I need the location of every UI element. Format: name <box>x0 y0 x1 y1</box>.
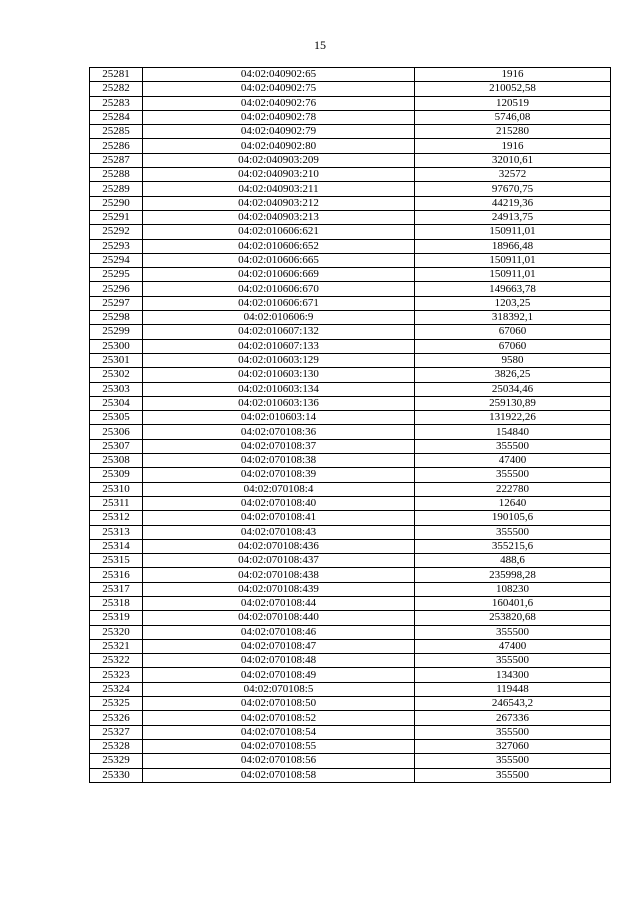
row-number-cell: 25316 <box>90 568 143 582</box>
cadastral-value-cell: 215280 <box>415 125 611 139</box>
table-row <box>90 511 611 525</box>
cadastral-number-cell: 04:02:070108:46 <box>143 625 415 639</box>
cadastral-value-cell: 190105,6 <box>415 511 611 525</box>
cadastral-value-cell: 97670,75 <box>415 182 611 196</box>
cadastral-number-cell: 04:02:010606:9 <box>143 311 415 325</box>
row-number-cell: 25289 <box>90 182 143 196</box>
cadastral-number-cell: 04:02:040903:213 <box>143 210 415 224</box>
row-number-cell: 25298 <box>90 311 143 325</box>
cadastral-value-cell: 134300 <box>415 668 611 682</box>
row-number-cell: 25323 <box>90 668 143 682</box>
cadastral-value-cell: 24913,75 <box>415 210 611 224</box>
cadastral-value-cell: 150911,01 <box>415 253 611 267</box>
cadastral-number-cell: 04:02:070108:47 <box>143 639 415 653</box>
table-row <box>90 196 611 210</box>
row-number-cell: 25285 <box>90 125 143 139</box>
cadastral-value-cell: 1203,25 <box>415 296 611 310</box>
cadastral-value-cell: 1916 <box>415 139 611 153</box>
cadastral-number-cell: 04:02:010607:132 <box>143 325 415 339</box>
row-number-cell: 25328 <box>90 739 143 753</box>
row-number-cell: 25325 <box>90 697 143 711</box>
table-row <box>90 210 611 224</box>
cadastral-value-cell: 150911,01 <box>415 225 611 239</box>
cadastral-value-cell: 47400 <box>415 639 611 653</box>
table-row <box>90 396 611 410</box>
cadastral-number-cell: 04:02:070108:52 <box>143 711 415 725</box>
table-row <box>90 68 611 82</box>
row-number-cell: 25302 <box>90 368 143 382</box>
cadastral-value-cell: 67060 <box>415 339 611 353</box>
row-number-cell: 25297 <box>90 296 143 310</box>
cadastral-number-cell: 04:02:010603:130 <box>143 368 415 382</box>
cadastral-value-cell: 120519 <box>415 96 611 110</box>
cadastral-value-cell: 32010,61 <box>415 153 611 167</box>
cadastral-number-cell: 04:02:070108:49 <box>143 668 415 682</box>
cadastral-number-cell: 04:02:010603:134 <box>143 382 415 396</box>
cadastral-number-cell: 04:02:010606:652 <box>143 239 415 253</box>
cadastral-number-cell: 04:02:070108:439 <box>143 582 415 596</box>
table-row <box>90 268 611 282</box>
row-number-cell: 25317 <box>90 582 143 596</box>
table-row <box>90 539 611 553</box>
cadastral-number-cell: 04:02:070108:48 <box>143 654 415 668</box>
cadastral-value-cell: 25034,46 <box>415 382 611 396</box>
cadastral-value-cell: 355500 <box>415 625 611 639</box>
row-number-cell: 25307 <box>90 439 143 453</box>
cadastral-number-cell: 04:02:070108:440 <box>143 611 415 625</box>
cadastral-number-cell: 04:02:010606:665 <box>143 253 415 267</box>
cadastral-number-cell: 04:02:070108:54 <box>143 725 415 739</box>
row-number-cell: 25318 <box>90 596 143 610</box>
row-number-cell: 25286 <box>90 139 143 153</box>
table-row <box>90 439 611 453</box>
cadastral-number-cell: 04:02:010606:671 <box>143 296 415 310</box>
row-number-cell: 25321 <box>90 639 143 653</box>
row-number-cell: 25296 <box>90 282 143 296</box>
table-row <box>90 96 611 110</box>
cadastral-value-cell: 9580 <box>415 353 611 367</box>
cadastral-value-cell: 1916 <box>415 68 611 82</box>
cadastral-number-cell: 04:02:010603:14 <box>143 411 415 425</box>
row-number-cell: 25326 <box>90 711 143 725</box>
row-number-cell: 25284 <box>90 110 143 124</box>
cadastral-number-cell: 04:02:070108:36 <box>143 425 415 439</box>
table-row <box>90 482 611 496</box>
row-number-cell: 25287 <box>90 153 143 167</box>
cadastral-number-cell: 04:02:040902:80 <box>143 139 415 153</box>
page-number: 15 <box>314 38 326 52</box>
table-row <box>90 82 611 96</box>
table-row <box>90 125 611 139</box>
table-row <box>90 768 611 782</box>
table-row <box>90 368 611 382</box>
cadastral-value-cell: 355500 <box>415 654 611 668</box>
table-row <box>90 582 611 596</box>
row-number-cell: 25306 <box>90 425 143 439</box>
row-number-cell: 25292 <box>90 225 143 239</box>
cadastral-value-cell: 235998,28 <box>415 568 611 582</box>
cadastral-number-cell: 04:02:070108:438 <box>143 568 415 582</box>
row-number-cell: 25309 <box>90 468 143 482</box>
cadastral-number-cell: 04:02:040902:75 <box>143 82 415 96</box>
cadastral-value-cell: 355500 <box>415 768 611 782</box>
row-number-cell: 25310 <box>90 482 143 496</box>
cadastral-number-cell: 04:02:010603:129 <box>143 353 415 367</box>
cadastral-number-cell: 04:02:040903:209 <box>143 153 415 167</box>
cadastral-value-cell: 355500 <box>415 754 611 768</box>
table-row <box>90 339 611 353</box>
table-row <box>90 325 611 339</box>
cadastral-value-cell: 47400 <box>415 454 611 468</box>
cadastral-value-cell: 67060 <box>415 325 611 339</box>
cadastral-value-cell: 246543,2 <box>415 697 611 711</box>
table-row <box>90 225 611 239</box>
row-number-cell: 25303 <box>90 382 143 396</box>
table-row <box>90 168 611 182</box>
row-number-cell: 25283 <box>90 96 143 110</box>
table-row <box>90 496 611 510</box>
cadastral-value-cell: 131922,26 <box>415 411 611 425</box>
row-number-cell: 25329 <box>90 754 143 768</box>
row-number-cell: 25291 <box>90 210 143 224</box>
row-number-cell: 25312 <box>90 511 143 525</box>
cadastral-number-cell: 04:02:070108:43 <box>143 525 415 539</box>
table-row <box>90 153 611 167</box>
cadastral-value-cell: 327060 <box>415 739 611 753</box>
table-row <box>90 525 611 539</box>
row-number-cell: 25294 <box>90 253 143 267</box>
cadastral-value-cell: 253820,68 <box>415 611 611 625</box>
cadastral-value-cell: 12640 <box>415 496 611 510</box>
table-row <box>90 110 611 124</box>
table-row <box>90 425 611 439</box>
cadastral-value-cell: 355500 <box>415 439 611 453</box>
cadastral-number-cell: 04:02:070108:41 <box>143 511 415 525</box>
table-row <box>90 611 611 625</box>
table-row <box>90 253 611 267</box>
cadastral-number-cell: 04:02:070108:436 <box>143 539 415 553</box>
cadastral-value-cell: 355500 <box>415 468 611 482</box>
row-number-cell: 25299 <box>90 325 143 339</box>
cadastral-value-cell: 222780 <box>415 482 611 496</box>
row-number-cell: 25300 <box>90 339 143 353</box>
cadastral-number-cell: 04:02:010606:621 <box>143 225 415 239</box>
table-row <box>90 596 611 610</box>
cadastral-number-cell: 04:02:070108:4 <box>143 482 415 496</box>
cadastral-number-cell: 04:02:010607:133 <box>143 339 415 353</box>
table-row <box>90 454 611 468</box>
cadastral-value-cell: 154840 <box>415 425 611 439</box>
cadastral-number-cell: 04:02:070108:40 <box>143 496 415 510</box>
table-row <box>90 382 611 396</box>
cadastral-number-cell: 04:02:040903:210 <box>143 168 415 182</box>
cadastral-number-cell: 04:02:040902:65 <box>143 68 415 82</box>
table-row <box>90 654 611 668</box>
row-number-cell: 25305 <box>90 411 143 425</box>
cadastral-value-cell: 160401,6 <box>415 596 611 610</box>
cadastral-number-cell: 04:02:040902:76 <box>143 96 415 110</box>
table-row <box>90 668 611 682</box>
cadastral-value-cell: 259130,89 <box>415 396 611 410</box>
cadastral-number-cell: 04:02:070108:38 <box>143 454 415 468</box>
table-row <box>90 182 611 196</box>
row-number-cell: 25330 <box>90 768 143 782</box>
cadastral-value-cell: 32572 <box>415 168 611 182</box>
cadastral-number-cell: 04:02:070108:55 <box>143 739 415 753</box>
row-number-cell: 25282 <box>90 82 143 96</box>
row-number-cell: 25308 <box>90 454 143 468</box>
row-number-cell: 25313 <box>90 525 143 539</box>
row-number-cell: 25281 <box>90 68 143 82</box>
row-number-cell: 25304 <box>90 396 143 410</box>
table-row <box>90 353 611 367</box>
table-row <box>90 282 611 296</box>
table-row <box>90 311 611 325</box>
row-number-cell: 25290 <box>90 196 143 210</box>
cadastral-number-cell: 04:02:010606:670 <box>143 282 415 296</box>
row-number-cell: 25288 <box>90 168 143 182</box>
cadastral-value-cell: 108230 <box>415 582 611 596</box>
cadastral-value-cell: 488,6 <box>415 554 611 568</box>
table-row <box>90 739 611 753</box>
row-number-cell: 25319 <box>90 611 143 625</box>
cadastral-number-cell: 04:02:010603:136 <box>143 396 415 410</box>
cadastral-value-cell: 267336 <box>415 711 611 725</box>
table-body <box>90 68 611 783</box>
cadastral-number-cell: 04:02:040903:212 <box>143 196 415 210</box>
table-row <box>90 682 611 696</box>
table-row <box>90 697 611 711</box>
row-number-cell: 25295 <box>90 268 143 282</box>
row-number-cell: 25315 <box>90 554 143 568</box>
cadastral-value-cell: 3826,25 <box>415 368 611 382</box>
cadastral-value-cell: 150911,01 <box>415 268 611 282</box>
cadastral-number-cell: 04:02:070108:39 <box>143 468 415 482</box>
cadastral-number-cell: 04:02:070108:37 <box>143 439 415 453</box>
cadastral-number-cell: 04:02:070108:50 <box>143 697 415 711</box>
cadastral-number-cell: 04:02:010606:669 <box>143 268 415 282</box>
cadastral-number-cell: 04:02:070108:437 <box>143 554 415 568</box>
cadastral-value-cell: 355500 <box>415 725 611 739</box>
cadastral-number-cell: 04:02:040903:211 <box>143 182 415 196</box>
row-number-cell: 25301 <box>90 353 143 367</box>
table-row <box>90 639 611 653</box>
cadastral-value-cell: 44219,36 <box>415 196 611 210</box>
cadastral-number-cell: 04:02:070108:44 <box>143 596 415 610</box>
cadastral-number-cell: 04:02:040902:79 <box>143 125 415 139</box>
cadastral-value-cell: 318392,1 <box>415 311 611 325</box>
cadastral-value-cell: 18966,48 <box>415 239 611 253</box>
row-number-cell: 25324 <box>90 682 143 696</box>
table-row <box>90 411 611 425</box>
row-number-cell: 25327 <box>90 725 143 739</box>
table-row <box>90 725 611 739</box>
table-row <box>90 625 611 639</box>
cadastral-value-cell: 119448 <box>415 682 611 696</box>
cadastral-number-cell: 04:02:070108:58 <box>143 768 415 782</box>
row-number-cell: 25314 <box>90 539 143 553</box>
row-number-cell: 25320 <box>90 625 143 639</box>
table-row <box>90 568 611 582</box>
cadastral-number-cell: 04:02:040902:78 <box>143 110 415 124</box>
cadastral-value-cell: 149663,78 <box>415 282 611 296</box>
table-row <box>90 296 611 310</box>
table-row <box>90 711 611 725</box>
cadastral-number-cell: 04:02:070108:5 <box>143 682 415 696</box>
cadastral-value-cell: 355215,6 <box>415 539 611 553</box>
cadastral-value-cell: 355500 <box>415 525 611 539</box>
table-row <box>90 754 611 768</box>
cadastral-value-cell: 210052,58 <box>415 82 611 96</box>
cadastral-value-table <box>89 67 611 783</box>
cadastral-number-cell: 04:02:070108:56 <box>143 754 415 768</box>
row-number-cell: 25311 <box>90 496 143 510</box>
table-row <box>90 554 611 568</box>
row-number-cell: 25293 <box>90 239 143 253</box>
cadastral-value-cell: 5746,08 <box>415 110 611 124</box>
table-row <box>90 139 611 153</box>
table-row <box>90 239 611 253</box>
row-number-cell: 25322 <box>90 654 143 668</box>
table-row <box>90 468 611 482</box>
